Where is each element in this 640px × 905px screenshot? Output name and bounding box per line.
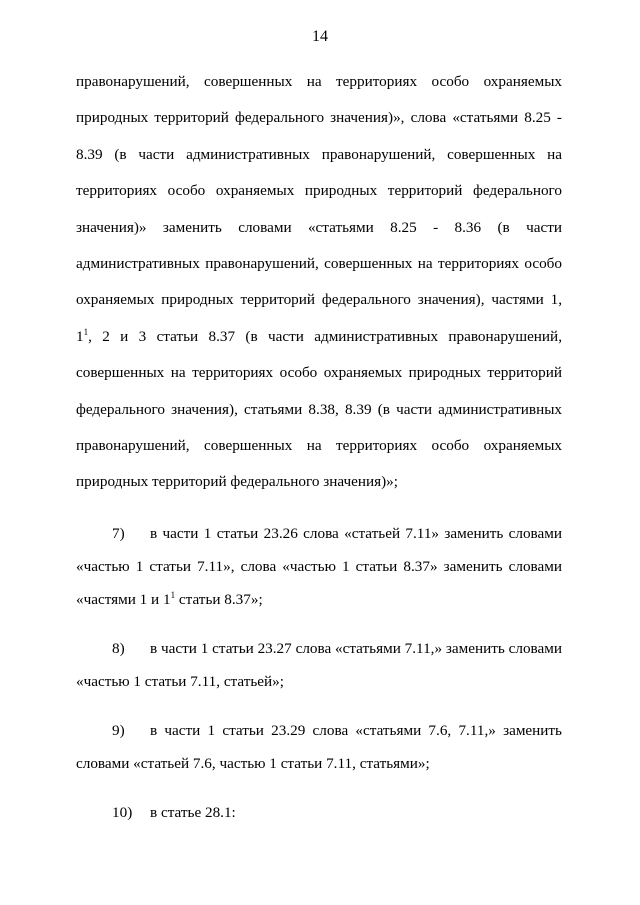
item-text: в части 1 статьи 23.27 слова «статьями 7.11,» заменить словами «частью 1 статьи 7.11, статьей»;: [76, 639, 562, 690]
continuation-text: правонарушений, совершенных на территориях особо охраняемых природных территорий федерального значения)», слова «статьями 8.25 - 8.39 (в части административных правонарушений, совершенных на территориях особо охраняемых природных территорий федерального значения)» заменить словами «статьями 8.25 - 8.36 (в части административных правонарушений, совершенных на территориях особо охраняемых природных территорий федерального значения), частями 1, 1: [76, 73, 562, 345]
superscript: 1: [83, 326, 89, 337]
continuation-paragraph: [76, 64, 562, 501]
superscript: 1: [170, 589, 176, 600]
list-item-8: [76, 632, 562, 698]
document-body: [76, 64, 562, 829]
item-number: 7): [112, 524, 125, 542]
item-text: в части 1 статьи 23.26 слова «статьей 7.11» заменить словами «частью 1 статьи 7.11», слова «частью 1 статьи 8.37» заменить словами «частями 1 и 1: [76, 524, 562, 608]
item-text: в статье 28.1:: [150, 803, 236, 821]
page-number: 14: [312, 28, 328, 45]
continuation-text-tail: , 2 и 3 статьи 8.37 (в части административных правонарушений, совершенных на территориях особо охраняемых природных территорий федерального значения), статьями 8.38, 8.39 (в части административных правонарушений, совершенных на территориях особо охраняемых природных территорий федерального значения)»;: [76, 327, 562, 491]
list-item-9: [76, 714, 562, 780]
list-item-10: [76, 796, 562, 829]
item-text-tail: статьи 8.37»;: [175, 590, 263, 608]
item-number: 8): [112, 639, 125, 657]
item-number: 10): [112, 803, 133, 821]
item-number: 9): [112, 721, 125, 739]
list-item-7: [76, 517, 562, 616]
item-text: в части 1 статьи 23.29 слова «статьями 7.6, 7.11,» заменить словами «статьей 7.6, частью 1 статьи 7.11, статьями»;: [76, 721, 562, 772]
